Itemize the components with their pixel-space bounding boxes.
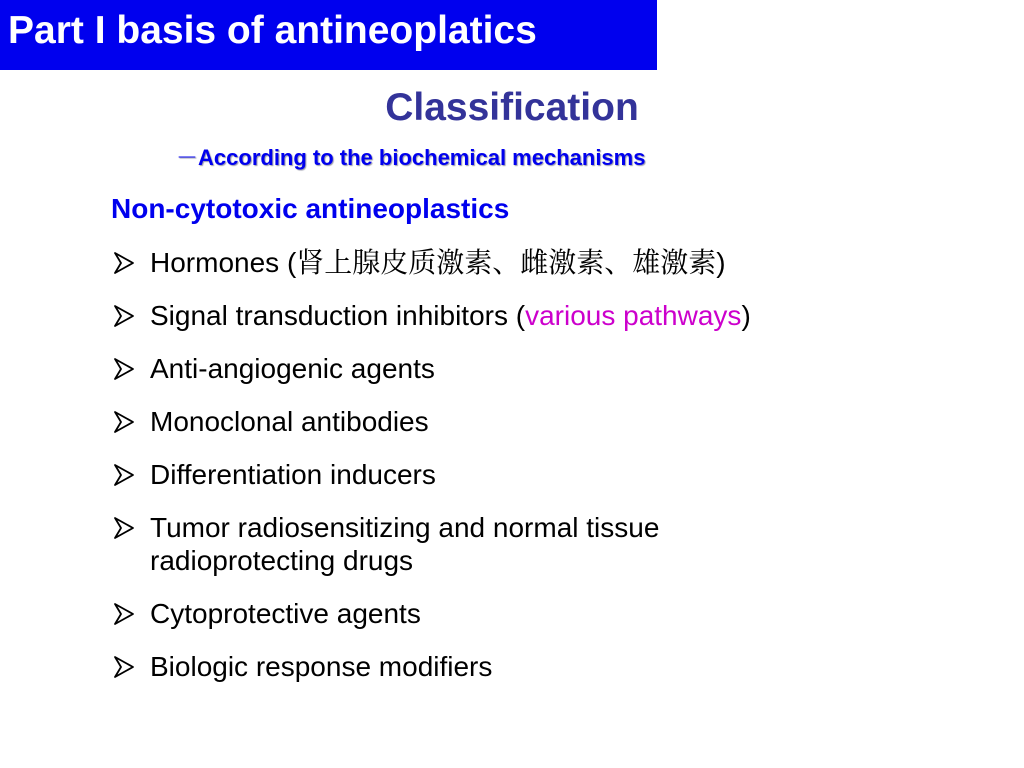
item-text: Differentiation inducers bbox=[150, 459, 436, 490]
item-text: Biologic response modifiers bbox=[150, 651, 493, 682]
item-text: Cytoprotective agents bbox=[150, 598, 421, 629]
item-text: Monoclonal antibodies bbox=[150, 406, 429, 437]
list-item bbox=[112, 650, 992, 683]
arrowhead-bullet-icon bbox=[112, 462, 136, 488]
title-bar bbox=[0, 0, 657, 70]
item-text: Hormones ( bbox=[150, 247, 297, 278]
list-item bbox=[112, 299, 992, 332]
arrowhead-bullet-icon bbox=[112, 601, 136, 627]
list-item bbox=[112, 246, 992, 279]
item-text: Signal transduction inhibitors ( bbox=[150, 300, 526, 331]
item-text: Anti-angiogenic agents bbox=[150, 353, 435, 384]
item-text-end: ) bbox=[741, 300, 751, 331]
subheading-dash: － bbox=[176, 145, 199, 170]
arrowhead-bullet-icon bbox=[112, 250, 136, 276]
arrowhead-bullet-icon bbox=[112, 409, 136, 435]
list-item bbox=[112, 511, 790, 577]
list-item bbox=[112, 352, 992, 385]
slide-heading: Classification bbox=[385, 86, 639, 129]
arrowhead-bullet-icon bbox=[112, 515, 136, 541]
item-cjk-text: 肾上腺皮质激素、雌激素、雄激素 bbox=[296, 246, 717, 279]
bullet-list bbox=[112, 246, 992, 703]
arrowhead-bullet-icon bbox=[112, 303, 136, 329]
section-title: Non-cytotoxic antineoplastics bbox=[111, 193, 510, 224]
slide-title: Part I basis of antineoplatics bbox=[8, 9, 537, 52]
item-text: Tumor radiosensitizing and normal tissue radioprotecting drugs bbox=[150, 512, 660, 576]
arrowhead-bullet-icon bbox=[112, 654, 136, 680]
list-item bbox=[112, 458, 992, 491]
list-item bbox=[112, 405, 992, 438]
subheading-text: According to the biochemical mechanisms bbox=[198, 145, 646, 170]
item-text-end: ) bbox=[716, 247, 726, 278]
slide-subheading bbox=[176, 141, 645, 172]
item-highlight-text: various pathways bbox=[525, 300, 742, 331]
list-item bbox=[112, 597, 992, 630]
arrowhead-bullet-icon bbox=[112, 356, 136, 382]
